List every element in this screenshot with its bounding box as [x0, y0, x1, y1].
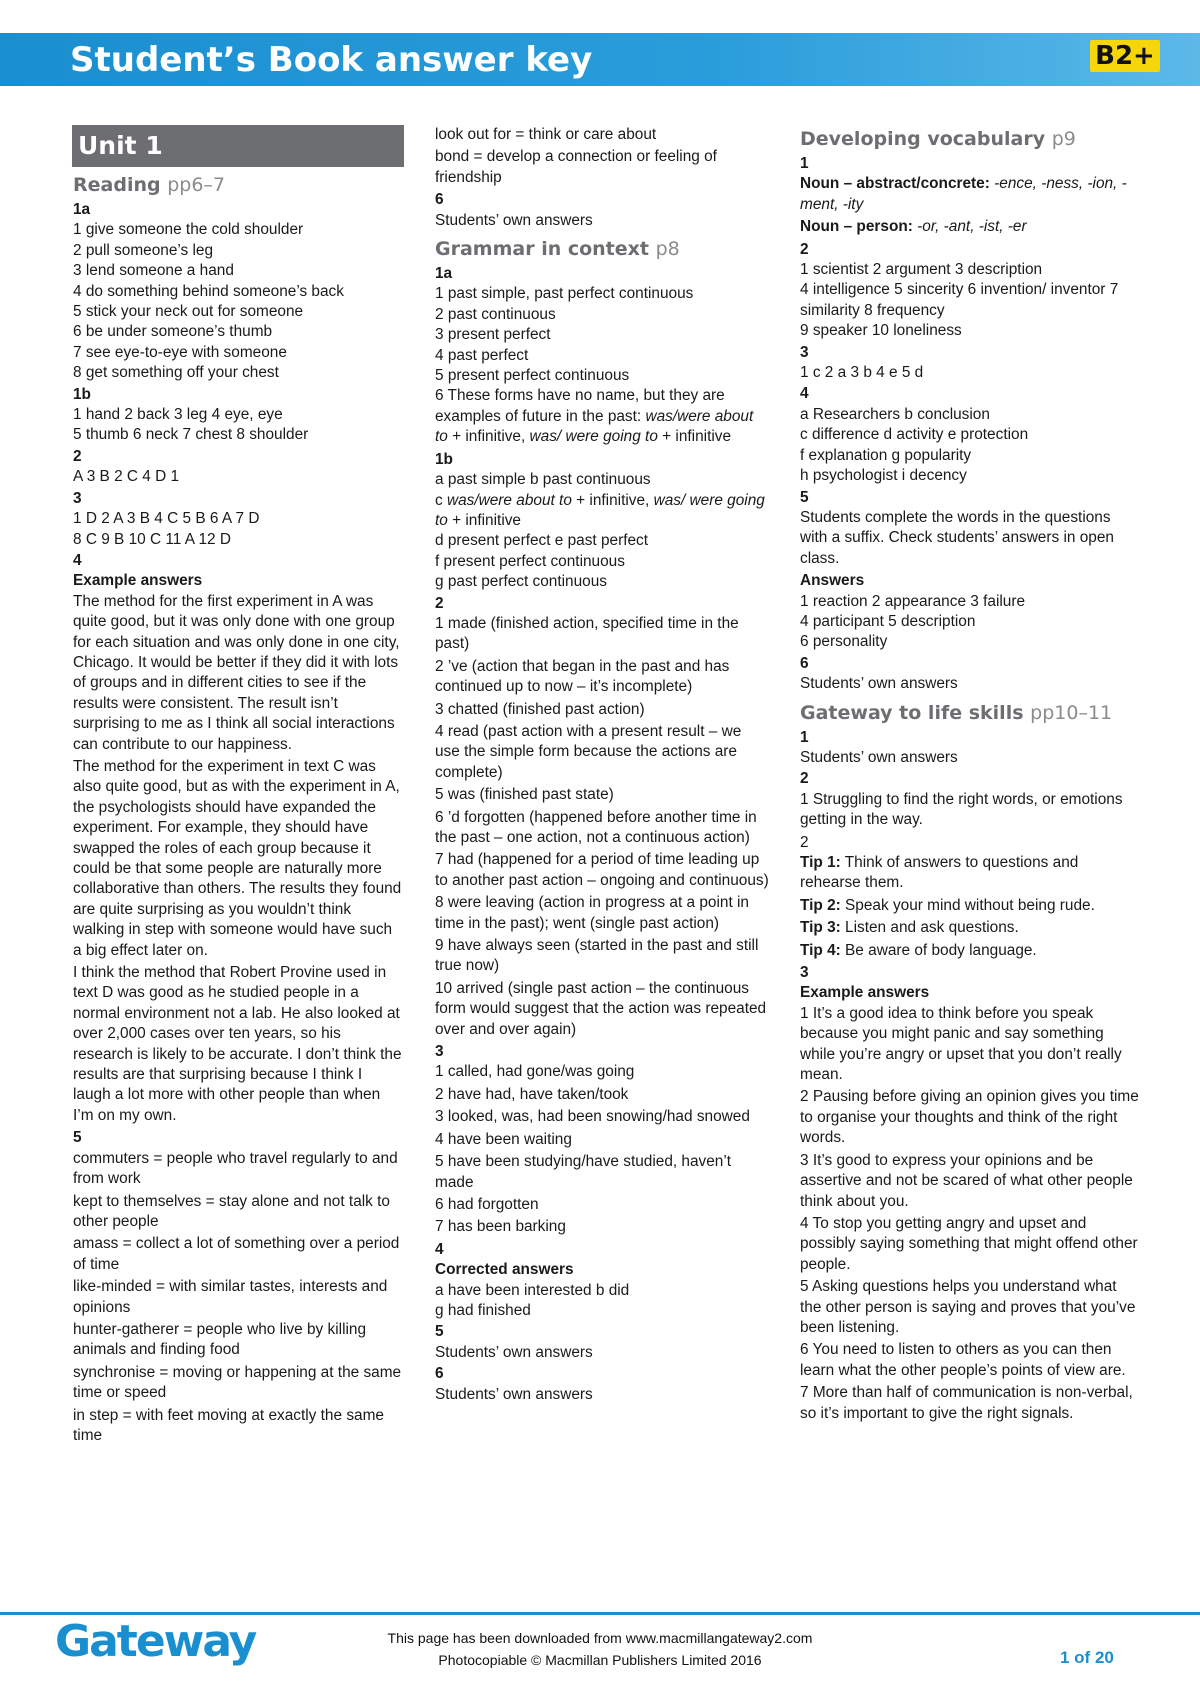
tip-label: Tip 3:: [800, 919, 841, 937]
vocab-definition: like-minded = with similar tastes, interests and opinions: [73, 1278, 388, 1316]
tip-line: [800, 918, 1140, 938]
answer-line: [800, 174, 1140, 215]
section-title: Reading: [73, 174, 161, 196]
answer-line: f present perfect continuous: [435, 552, 625, 570]
answer-text: + infinitive,: [447, 428, 530, 446]
exercise-number: 5: [800, 488, 809, 506]
vocab-definition: kept to themselves = stay alone and not talk to other people: [73, 1192, 390, 1230]
answer-line: 4 To stop you getting angry and upset and possibly saying something that might offend other people.: [800, 1214, 1138, 1273]
answer-label: Noun – abstract/concrete:: [800, 175, 995, 193]
answer-line: 1 c 2 a 3 b 4 e 5 d: [800, 364, 924, 382]
answer-label: Noun – person:: [800, 218, 918, 236]
vocab-definition: synchronise = moving or happening at the same time or speed: [73, 1363, 402, 1402]
copyright-notice: Photocopiable © Macmillan Publishers Limited 2016: [438, 1652, 762, 1668]
answer-line: 1 reaction 2 appearance 3 failure: [800, 592, 1026, 610]
answer-text-italic: was/were about to: [446, 491, 572, 509]
section-pages: pp10–11: [1030, 701, 1113, 724]
exercise-number: 4: [800, 385, 809, 403]
subheading: Example answers: [73, 572, 203, 590]
exercise-number: 1b: [435, 450, 453, 468]
section-pages: p8: [655, 238, 680, 261]
section-heading-grammar: [435, 237, 770, 261]
answer-line: A 3 B 2 C 4 D 1: [73, 468, 180, 486]
answer-line: a Researchers b conclusion: [800, 405, 990, 423]
answer-text-italic: was/ were going to: [529, 428, 658, 446]
subheading: Answers: [800, 572, 865, 590]
answer-line: 1 give someone the cold shoulder: [73, 221, 304, 239]
answer-line: 1 D 2 A 3 B 4 C 5 B 6 A 7 D: [73, 510, 260, 528]
subheading: Example answers: [800, 984, 930, 1002]
answer-line: 5 stick your neck out for someone: [73, 303, 304, 321]
tip-label: Tip 2:: [800, 896, 841, 914]
answer-line: 2 ’ve (action that began in the past and has continued up to now – it’s incomplete): [435, 657, 730, 696]
subheading: Corrected answers: [435, 1261, 574, 1279]
exercise-number: 5: [73, 1129, 82, 1147]
exercise-number: 1a: [435, 265, 453, 283]
exercise-number: 2: [800, 833, 809, 851]
answer-text: c: [435, 491, 447, 509]
exercise-number: 3: [800, 343, 809, 361]
exercise-number: 6: [435, 191, 444, 209]
exercise-number: 1a: [73, 201, 91, 218]
page-title: Student’s Book answer key: [70, 40, 593, 80]
unit-heading: Unit 1: [72, 125, 404, 167]
answer-line: d present perfect e past perfect: [435, 532, 649, 550]
section-title: Gateway to life skills: [800, 701, 1024, 724]
answer-line: 9 speaker 10 loneliness: [800, 322, 962, 340]
answer-line: 4 participant 5 description: [800, 612, 976, 630]
answer-line: 7 see eye-to-eye with someone: [73, 343, 287, 361]
answer-line: 4 intelligence 5 sincerity 6 invention/ inventor 7 similarity 8 frequency: [800, 281, 1119, 319]
tip-line: [800, 941, 1140, 961]
tip-text: Be aware of body language.: [840, 941, 1037, 959]
tip-line: [800, 896, 1140, 916]
answer-text-italic: was/ were going to: [435, 491, 765, 529]
answer-line: f explanation g popularity: [800, 446, 972, 464]
exercise-number: 1: [800, 728, 809, 746]
answer-text-italic: -or, -ant, -ist, -er: [917, 218, 1027, 236]
tip-text: Think of answers to questions and rehearse them.: [800, 854, 1079, 892]
answer-line: 1 past simple, past perfect continuous: [435, 285, 694, 303]
download-notice: This page has been downloaded from www.macmillangateway2.com: [387, 1630, 813, 1646]
answer-line: 9 have always seen (started in the past and still true now): [435, 937, 759, 975]
answer-line: [435, 386, 770, 447]
section-title: Developing vocabulary: [800, 128, 1046, 150]
answer-line: 2 past continuous: [435, 305, 556, 323]
tip-line: [800, 853, 1140, 894]
answer-line: 5 have been studying/have studied, haven’t made: [435, 1153, 732, 1191]
answer-line: 6 personality: [800, 633, 888, 651]
answer-text: + infinitive: [447, 511, 521, 529]
exercise-number: 4: [73, 551, 82, 569]
answer-line: 1 scientist 2 argument 3 description: [800, 261, 1043, 279]
answer-line: 10 arrived (single past action – the continuous form would suggest that the action was repeated over and over again): [435, 979, 767, 1038]
section-title: Grammar in context: [435, 238, 649, 261]
answer-line: 3 lend someone a hand: [73, 262, 234, 280]
answer-line: 1 hand 2 back 3 leg 4 eye, eye: [73, 406, 283, 424]
tip-label: Tip 4:: [800, 941, 841, 959]
answer-line: 1 called, had gone/was going: [435, 1063, 635, 1081]
answer-line: Students’ own answers: [435, 1385, 593, 1403]
answer-line: c difference d activity e protection: [800, 426, 1029, 444]
answer-line: 2 pull someone’s leg: [73, 241, 214, 259]
answer-line: 7 has been barking: [435, 1218, 566, 1236]
exercise-number: 2: [73, 447, 82, 465]
answer-line: 1 It’s a good idea to think before you speak because you might panic and say something while you’re angry or upset that you don’t really mean.: [800, 1004, 1122, 1084]
answer-line: 7 More than half of communication is non-verbal, so it’s important to give the right signals.: [800, 1384, 1133, 1422]
answer-line: 3 present perfect: [435, 326, 551, 344]
exercise-number: 1: [800, 155, 809, 172]
answer-line: Students’ own answers: [800, 675, 958, 693]
answer-line: 6 be under someone’s thumb: [73, 323, 273, 341]
tip-text: Listen and ask questions.: [840, 919, 1019, 937]
column-1: [73, 125, 403, 1448]
answer-line: 2 have had, have taken/took: [435, 1085, 629, 1103]
section-heading-vocabulary: [800, 127, 1140, 151]
answer-line: g had finished: [435, 1301, 531, 1319]
answer-line: 5 thumb 6 neck 7 chest 8 shoulder: [73, 426, 309, 444]
answer-line: Students’ own answers: [435, 211, 593, 229]
exercise-number: 6: [435, 1365, 444, 1383]
exercise-number: 1b: [73, 385, 91, 403]
paragraph: The method for the experiment in text C was also quite good, but as with the experiment in A, the psychologists should have expanded the experiment. For example, they should have swapped the roles of each group because it could be that some people are naturally more collaborative than others. The results they found are quite surprising as you wouldn’t think walking in step with someone would have such a big effect later on.: [73, 757, 402, 959]
answer-line: 4 do something behind someone’s back: [73, 282, 344, 300]
vocab-definition: amass = collect a lot of something over a period of time: [73, 1235, 400, 1273]
vocab-definition: look out for = think or care about: [435, 126, 657, 143]
answer-line: [435, 491, 770, 532]
answer-line: Students’ own answers: [800, 748, 958, 766]
answer-line: 4 have been waiting: [435, 1130, 572, 1148]
exercise-number: 4: [435, 1240, 444, 1258]
answer-line: 6 had forgotten: [435, 1195, 539, 1213]
tip-label: Tip 1:: [800, 854, 841, 871]
exercise-number: 2: [435, 594, 444, 612]
answer-line: 4 read (past action with a present result – we use the simple form because the actions are complete): [435, 722, 742, 781]
answer-line: a past simple b past continuous: [435, 471, 651, 489]
footer-rule: [0, 1612, 1200, 1615]
answer-text: + infinitive: [657, 428, 732, 446]
exercise-number: 3: [800, 964, 809, 982]
gateway-logo: Gateway: [55, 1616, 256, 1667]
answer-line: 8 were leaving (action in progress at a point in time in the past); went (single past action): [435, 894, 749, 932]
answer-line: 2 Pausing before giving an opinion gives you time to organise your thoughts and think of the right words.: [800, 1088, 1139, 1147]
answer-line: [800, 217, 1140, 237]
answer-line: 7 had (happened for a period of time leading up to another past action – ongoing and continuous): [435, 851, 769, 889]
exercise-number: 6: [800, 654, 809, 672]
column-2: [435, 125, 770, 1405]
section-pages: pp6–7: [167, 174, 226, 196]
vocab-definition: hunter-gatherer = people who live by killing animals and finding food: [73, 1320, 367, 1359]
answer-line: 6 You need to listen to others as you can then learn what the other people’s points of view are.: [800, 1341, 1126, 1379]
paragraph: The method for the first experiment in A was quite good, but it was only done with one group for each situation and was only done in one city, Chicago. It would be better if they did it with lots of groups and in different cities to see if the results were consistent. The result isn’t surprising to me as I think all social interactions can contribute to our happiness.: [73, 592, 400, 753]
exercise-number: 3: [73, 489, 82, 507]
section-heading-reading: [73, 173, 403, 197]
tip-text: Speak your mind without being rude.: [840, 896, 1095, 914]
answer-line: 1 made (finished action, specified time in the past): [435, 614, 739, 653]
paragraph: I think the method that Robert Provine used in text D was good as he studied people in a normal environment not a lab. He also looked at over 2,000 cases over ten years, so his research is likely to be accurate. I don’t think the results are that surprising because I think I laugh a lot more with other people than when I’m on my own.: [73, 964, 402, 1124]
answer-line: 3 chatted (finished past action): [435, 700, 645, 718]
level-badge: B2+: [1090, 40, 1160, 72]
answer-line: Students’ own answers: [435, 1343, 593, 1361]
answer-line: 4 past perfect: [435, 346, 529, 364]
answer-line: 1 Struggling to find the right words, or emotions getting in the way.: [800, 790, 1123, 829]
answer-line: 3 It’s good to express your opinions and be assertive and not be scared of what other people think about you.: [800, 1151, 1133, 1210]
answer-line: a have been interested b did: [435, 1281, 630, 1299]
answer-line: h psychologist i decency: [800, 467, 967, 485]
vocab-definition: bond = develop a connection or feeling of friendship: [435, 148, 717, 186]
answer-line: Students complete the words in the questions with a suffix. Check students’ answers in open class.: [800, 508, 1114, 567]
exercise-number: 2: [800, 770, 809, 788]
answer-line: g past perfect continuous: [435, 573, 607, 591]
vocab-definition: in step = with feet moving at exactly the same time: [73, 1406, 384, 1444]
vocab-definition: commuters = people who travel regularly to and from work: [73, 1149, 398, 1188]
exercise-number: 2: [800, 240, 809, 258]
answer-text: 6 These forms have no name, but they are examples of future in the past:: [435, 387, 725, 425]
answer-text: + infinitive,: [571, 491, 654, 509]
answer-line: 3 looked, was, had been snowing/had snowed: [435, 1108, 750, 1126]
answer-text-italic: -ence, -ness, -ion, -ment, -ity: [800, 175, 1127, 213]
answer-line: 5 was (finished past state): [435, 786, 614, 804]
answer-line: 8 get something off your chest: [73, 364, 279, 382]
exercise-number: 5: [435, 1323, 444, 1341]
exercise-number: 3: [435, 1043, 444, 1061]
answer-text-italic: was/were about to: [435, 407, 754, 446]
answer-line: 5 present perfect continuous: [435, 367, 630, 385]
column-3: [800, 125, 1140, 1426]
answer-line: 5 Asking questions helps you understand what the other person is saying and proves that you’ve been listening.: [800, 1278, 1136, 1336]
section-heading-life-skills: [800, 701, 1140, 725]
answer-line: 6 ’d forgotten (happened before another time in the past – one action, not a continuous action): [435, 808, 757, 846]
section-pages: p9: [1051, 128, 1076, 150]
page-number: 1 of 20: [1060, 1648, 1114, 1667]
answer-line: 8 C 9 B 10 C 11 A 12 D: [73, 530, 231, 548]
